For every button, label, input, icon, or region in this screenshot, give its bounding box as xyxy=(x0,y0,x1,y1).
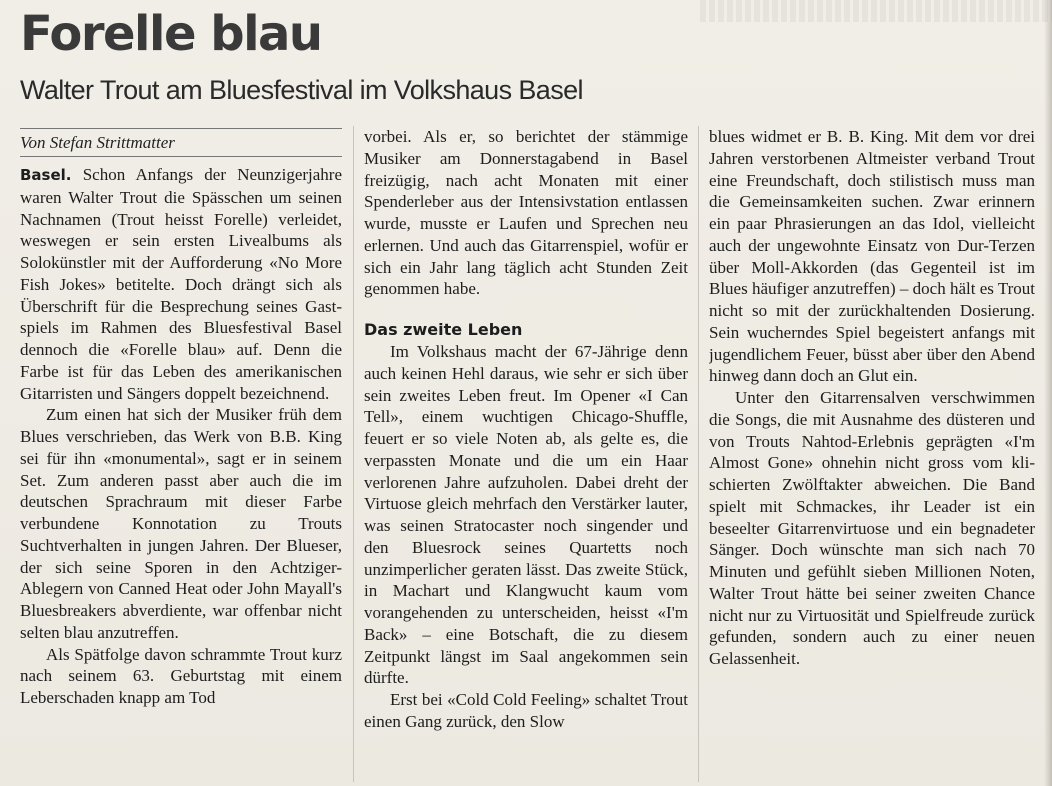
article-byline: Von Stefan Strittmatter xyxy=(20,128,342,157)
paragraph: Zum einen hat sich der Musiker früh dem Blues verschrieben, das Werk von B.B. King sei für ihn «monumental», sagt er in seinem Set. Zum anderen passt aber auch die im deutschen Sprachraum mit dieser Farbe verbundene Konnotation zu Trouts Suchtverhalten in jungen Jahren. Der Blueser, der sich seine Sporen in den Achtziger-Ablegern von Canned Heat oder John Mayall's Bluesbreakers abverdiente, war offenbar nicht selten blau anzutreffen. xyxy=(20,405,342,642)
article-column-2 xyxy=(364,126,688,784)
article-column-3 xyxy=(709,126,1035,784)
article-column-1 xyxy=(20,164,342,784)
paragraph: Erst bei «Cold Cold Feeling» schaltet Trout einen Gang zurück, den Slow xyxy=(364,690,688,731)
paragraph: Als Spätfolge davon schrammte Trout kurz nach seinem 63. Geburtstag mit einem Leberschaden knapp am Tod xyxy=(20,644,342,707)
column-divider xyxy=(698,126,699,782)
article-subtitle: Walter Trout am Bluesfestival im Volkshaus Basel xyxy=(20,75,583,105)
page-edge-shadow xyxy=(1044,0,1052,786)
paragraph-intro-text: Schon Anfangs der Neunzigerjahre waren Walter Trout die Spässchen um seinen Nachnamen (Trout heisst Forelle) verleidet, weswegen er sein ersten Livealbums als Solokünstler mit der Aufforderung «No More Fish Jokes» betitelte. Doch drängt sich als Überschrift für die Besprechung seines Gastspiels im Rahmen des Bluesfestival Basel dennoch die «Forelle blau» auf. Denn die Farbe ist für das Leben des amerikanischen Gitarristen und Sängers doppelt bezeichnend. xyxy=(20,165,342,403)
paragraph: vorbei. Als er, so berichtet der stämmige Musiker am Donnerstagabend in Basel freizügig, nach acht Monaten mit einer Spenderleber aus der Intensivstation entlassen wurde, musste er Laufen und Sprechen neu erlernen. Und auch das Gitarrenspiel, wofür er sich ein Jahr lang täglich acht Stunden Zeit genommen habe. xyxy=(364,127,688,299)
column-divider xyxy=(353,126,354,782)
section-subhead: Das zweite Leben xyxy=(364,320,523,339)
dateline: Basel. xyxy=(20,166,72,184)
paragraph: blues widmet er B. B. King. Mit dem vor drei Jahren verstorbenen Altmeister verband Trout eine Freundschaft, doch stilistisch muss man die Gemeinsamkeiten suchen. Zwar erinnern ein paar Phrasierungen an das Idol, vielleicht auch der ungewohnte Einsatz von Dur-Terzen über Moll-Akkorden (das Gegenteil ist im Blues häufiger anzutreffen) – doch hält es Trout nicht so mit der zurückhaltenden Dosierung. Sein wucherndes Spiel begeistert anfangs mit jugendlichem Feuer, büsst aber über den Abend hinweg dann doch an Glut ein. xyxy=(709,127,1035,386)
paragraph: Unter den Gitarrensalven verschwimmen die Songs, die mit Ausnahme des düsteren und von Trouts Nahtod-Erlebnis geprägten «I'm Almost Gone» ohnehin nicht gross vom klischierten Zwölftakter abweichen. Die Band spielt mit Schmackes, ihr Leader ist ein beseelter Gitarrenvirtuose und ein begnadeter Sänger. Doch wünschte man sich nach 70 Minuten und gefühlt sieben Millionen Noten, Walter Trout hätte bei seiner zweiten Chance nicht nur zu Virtuosität und Spielfreude zurück gefunden, sondern auch zu einer neuen Gelassenheit. xyxy=(709,388,1035,668)
bleed-through-texture xyxy=(700,0,1052,22)
paragraph: Im Volkshaus macht der 67-Jährige denn auch keinen Hehl daraus, wie sehr er sich über sein zweites Leben freut. Im Opener «I Can Tell», einem wuchtigen Chicago-Shuffle, feuert er so viele Noten ab, als gelte es, die verpassten Monate und die um ein Haar verlorenen Jahre aufzuholen. Dabei dreht der Virtuose gleich mehrfach den Verstärker lauter, was seinen Stratocaster noch singender und den Bluesrock seines Quartetts noch unzimperlicher geraten lässt. Das zweite Stück, in Machart und Klangwucht kaum vom vorangehenden zu unterscheiden, heisst «I'm Back» – eine Botschaft, die zu diesem Zeitpunkt längst im Saal angekommen sein dürfte. xyxy=(364,342,688,688)
paragraph-intro xyxy=(20,164,342,404)
article-headline: Forelle blau xyxy=(20,6,322,62)
